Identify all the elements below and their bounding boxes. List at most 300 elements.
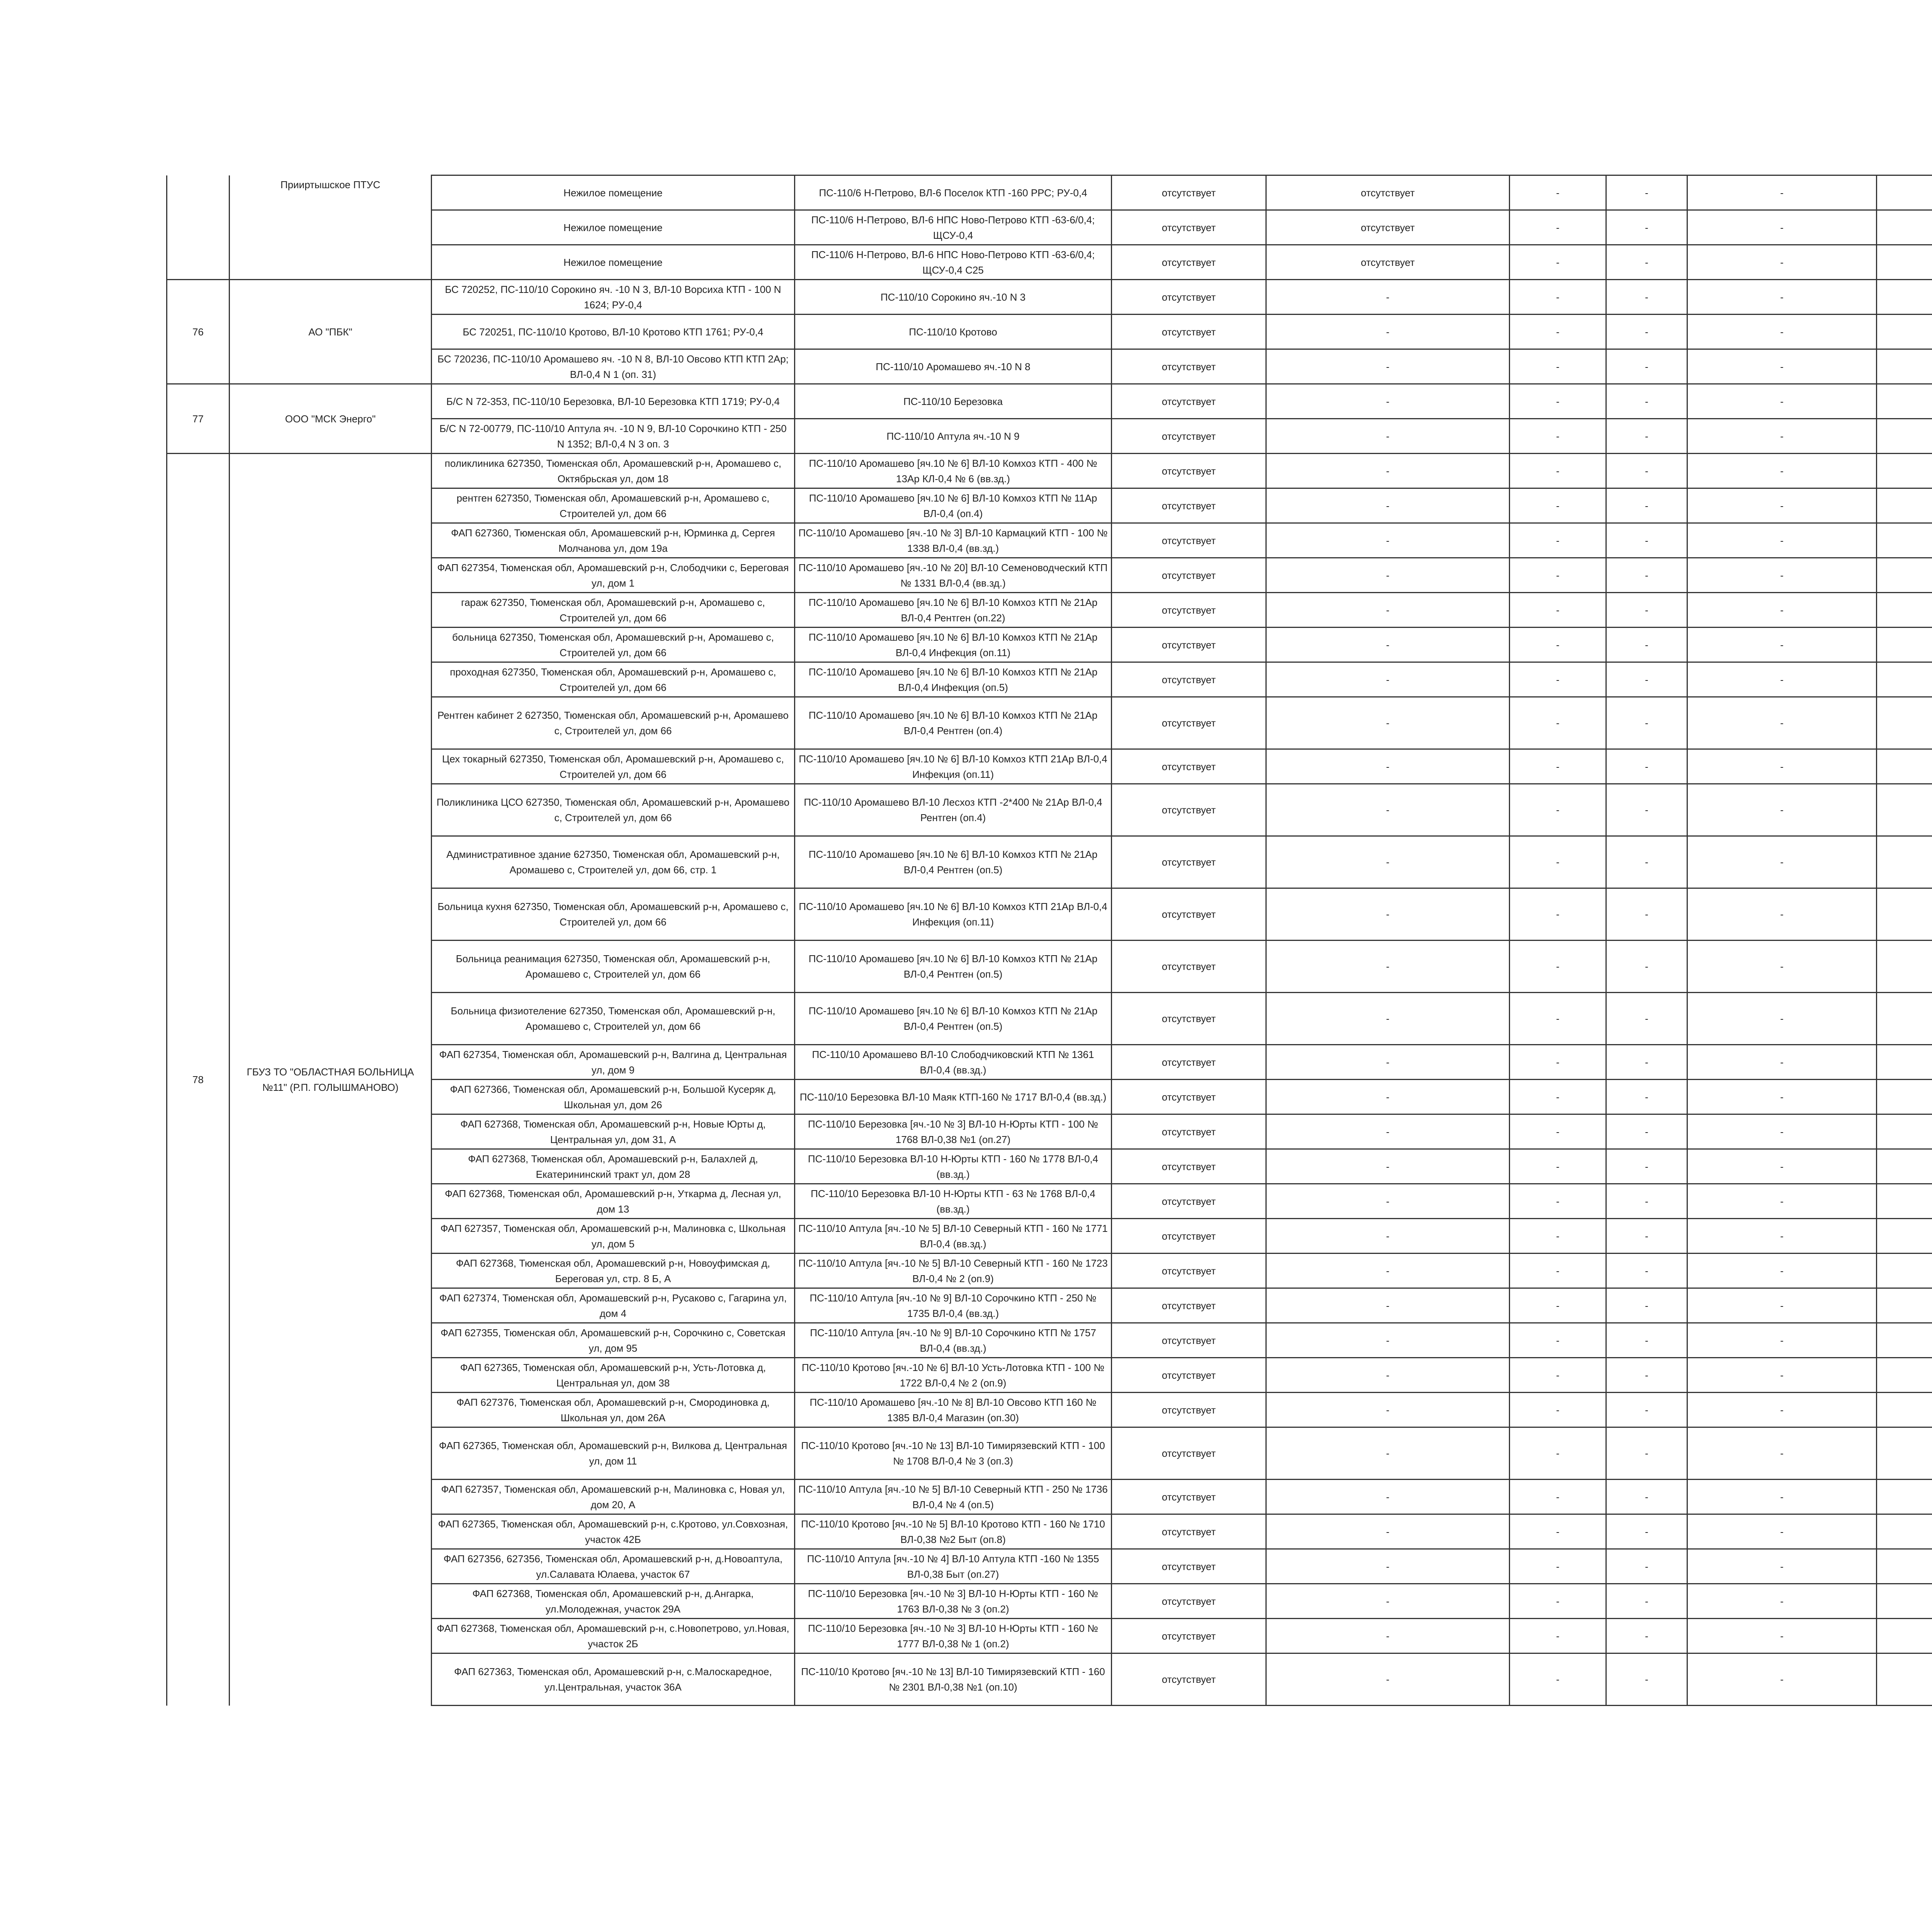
table-row xyxy=(167,1653,1932,1706)
value-cell: - xyxy=(1606,1584,1687,1619)
value-cell: - xyxy=(1687,697,1877,749)
value-cell: - xyxy=(1687,1254,1877,1288)
value-cell xyxy=(1877,1427,1932,1480)
value-cell: - xyxy=(1510,454,1606,488)
object-name-cell: ФАП 627356, 627356, Тюменская обл, Аромашевский р-н, д.Новоаптула, ул.Салавата Юлаева, участок 67 xyxy=(432,1549,795,1584)
supply-point-cell: ПС-110/6 Н-Петрово, ВЛ-6 Поселок КТП -160 РРС; РУ-0,4 xyxy=(795,175,1112,210)
status-cell-2: - xyxy=(1266,749,1510,784)
value-cell: - xyxy=(1510,836,1606,888)
value-cell xyxy=(1877,315,1932,349)
status-cell: отсутствует xyxy=(1112,1358,1266,1393)
value-cell: - xyxy=(1606,523,1687,558)
table-row xyxy=(167,280,1932,315)
value-cell xyxy=(1877,280,1932,315)
value-cell: - xyxy=(1510,1427,1606,1480)
value-cell: - xyxy=(1687,280,1877,315)
status-cell-2: - xyxy=(1266,1393,1510,1427)
value-cell: - xyxy=(1687,1393,1877,1427)
status-cell-2: - xyxy=(1266,1549,1510,1584)
value-cell xyxy=(1877,1653,1932,1706)
owner-name: Прииртышское ПТУС xyxy=(230,175,432,280)
value-cell xyxy=(1877,1619,1932,1653)
substation-table xyxy=(166,175,1932,1706)
object-name-cell: рентген 627350, Тюменская обл, Аромашевский р-н, Аромашево с, Строителей ул, дом 66 xyxy=(432,488,795,523)
table-row xyxy=(167,1323,1932,1358)
value-cell: - xyxy=(1606,1480,1687,1514)
value-cell: - xyxy=(1687,1358,1877,1393)
status-cell: отсутствует xyxy=(1112,1254,1266,1288)
status-cell: отсутствует xyxy=(1112,628,1266,662)
value-cell: - xyxy=(1606,1514,1687,1549)
value-cell xyxy=(1877,1393,1932,1427)
value-cell: - xyxy=(1606,1427,1687,1480)
object-name-cell: Больница реанимация 627350, Тюменская обл, Аромашевский р-н, Аромашево с, Строителей ул, дом 66 xyxy=(432,941,795,993)
object-name-cell: ФАП 627368, Тюменская обл, Аромашевский р-н, Уткарма д, Лесная ул, дом 13 xyxy=(432,1184,795,1219)
value-cell: - xyxy=(1606,1619,1687,1653)
supply-point-cell: ПС-110/10 Кротово [яч.-10 № 13] ВЛ-10 Тимирязевский КТП - 160 № 2301 ВЛ-0,38 №1 (оп.10) xyxy=(795,1653,1112,1706)
table-row xyxy=(167,1427,1932,1480)
object-name-cell: ФАП 627354, Тюменская обл, Аромашевский р-н, Валгина д, Центральная ул, дом 9 xyxy=(432,1045,795,1080)
table-row xyxy=(167,1149,1932,1184)
value-cell xyxy=(1877,523,1932,558)
supply-point-cell: ПС-110/6 Н-Петрово, ВЛ-6 НПС Ново-Петрово КТП -63-6/0,4; ЩСУ-0,4 С25 xyxy=(795,245,1112,280)
value-cell: - xyxy=(1606,993,1687,1045)
value-cell: - xyxy=(1510,523,1606,558)
status-cell: отсутствует xyxy=(1112,1549,1266,1584)
value-cell xyxy=(1877,1114,1932,1149)
table-row xyxy=(167,1358,1932,1393)
value-cell xyxy=(1877,593,1932,628)
status-cell: отсутствует xyxy=(1112,749,1266,784)
value-cell: - xyxy=(1606,1393,1687,1427)
status-cell-2: - xyxy=(1266,662,1510,697)
value-cell: - xyxy=(1687,593,1877,628)
value-cell xyxy=(1877,1323,1932,1358)
value-cell: - xyxy=(1606,558,1687,593)
table-row xyxy=(167,941,1932,993)
value-cell: - xyxy=(1510,1045,1606,1080)
supply-point-cell: ПС-110/10 Аромашево яч.-10 N 8 xyxy=(795,349,1112,384)
value-cell xyxy=(1877,697,1932,749)
table-row xyxy=(167,993,1932,1045)
value-cell: - xyxy=(1510,1323,1606,1358)
object-name-cell: ФАП 627354, Тюменская обл, Аромашевский р-н, Слободчики с, Береговая ул, дом 1 xyxy=(432,558,795,593)
supply-point-cell: ПС-110/10 Аптула яч.-10 N 9 xyxy=(795,419,1112,454)
value-cell: - xyxy=(1606,315,1687,349)
value-cell: - xyxy=(1510,1480,1606,1514)
value-cell: - xyxy=(1510,993,1606,1045)
table-row xyxy=(167,593,1932,628)
value-cell: - xyxy=(1687,628,1877,662)
value-cell: - xyxy=(1510,1584,1606,1619)
value-cell: - xyxy=(1510,784,1606,836)
object-name-cell: проходная 627350, Тюменская обл, Аромашевский р-н, Аромашево с, Строителей ул, дом 66 xyxy=(432,662,795,697)
value-cell: - xyxy=(1510,245,1606,280)
value-cell xyxy=(1877,1219,1932,1254)
value-cell: - xyxy=(1510,749,1606,784)
object-name-cell: ФАП 627357, Тюменская обл, Аромашевский р-н, Малиновка с, Школьная ул, дом 5 xyxy=(432,1219,795,1254)
value-cell xyxy=(1877,1584,1932,1619)
value-cell: - xyxy=(1606,1323,1687,1358)
value-cell xyxy=(1877,1254,1932,1288)
table-row xyxy=(167,488,1932,523)
value-cell: - xyxy=(1510,1114,1606,1149)
owner-name: АО "ПБК" xyxy=(230,280,432,384)
value-cell xyxy=(1877,1549,1932,1584)
supply-point-cell: ПС-110/10 Аромашево [яч.10 № 6] ВЛ-10 Комхоз КТП № 21Ар ВЛ-0,4 Рентген (оп.5) xyxy=(795,993,1112,1045)
value-cell xyxy=(1877,1149,1932,1184)
table-row xyxy=(167,210,1932,245)
value-cell: - xyxy=(1606,836,1687,888)
status-cell-2: - xyxy=(1266,558,1510,593)
value-cell: - xyxy=(1510,593,1606,628)
group-number xyxy=(167,175,230,280)
supply-point-cell: ПС-110/10 Березовка [яч.-10 № 3] ВЛ-10 Н-Юрты КТП - 100 № 1768 ВЛ-0,38 №1 (оп.27) xyxy=(795,1114,1112,1149)
status-cell-2: отсутствует xyxy=(1266,245,1510,280)
value-cell: - xyxy=(1510,888,1606,941)
supply-point-cell: ПС-110/10 Аптула [яч.-10 № 5] ВЛ-10 Северный КТП - 250 № 1736 ВЛ-0,4 № 4 (оп.5) xyxy=(795,1480,1112,1514)
status-cell: отсутствует xyxy=(1112,349,1266,384)
value-cell: - xyxy=(1606,888,1687,941)
status-cell: отсутствует xyxy=(1112,210,1266,245)
status-cell-2: - xyxy=(1266,888,1510,941)
value-cell: - xyxy=(1510,1393,1606,1427)
value-cell: - xyxy=(1687,1514,1877,1549)
object-name-cell: ФАП 627368, Тюменская обл, Аромашевский р-н, Балахлей д, Екатерининский тракт ул, дом 28 xyxy=(432,1149,795,1184)
supply-point-cell: ПС-110/10 Кротово [яч.-10 № 6] ВЛ-10 Усть-Лотовка КТП - 100 № 1722 ВЛ-0,4 № 2 (оп.9) xyxy=(795,1358,1112,1393)
value-cell: - xyxy=(1687,836,1877,888)
status-cell-2: - xyxy=(1266,454,1510,488)
status-cell: отсутствует xyxy=(1112,245,1266,280)
value-cell: - xyxy=(1606,1254,1687,1288)
supply-point-cell: ПС-110/10 Аромашево [яч.10 № 6] ВЛ-10 Комхоз КТП № 21Ар ВЛ-0,4 Инфекция (оп.5) xyxy=(795,662,1112,697)
status-cell: отсутствует xyxy=(1112,1323,1266,1358)
supply-point-cell: ПС-110/10 Аромашево [яч.10 № 6] ВЛ-10 Комхоз КТП № 11Ар ВЛ-0,4 (оп.4) xyxy=(795,488,1112,523)
value-cell xyxy=(1877,210,1932,245)
value-cell: - xyxy=(1687,1219,1877,1254)
value-cell: - xyxy=(1510,1653,1606,1706)
supply-point-cell: ПС-110/10 Аромашево [яч.-10 № 3] ВЛ-10 Кармацкий КТП - 100 № 1338 ВЛ-0,4 (вв.зд.) xyxy=(795,523,1112,558)
object-name-cell: поликлиника 627350, Тюменская обл, Аромашевский р-н, Аромашево с, Октябрьская ул, дом 18 xyxy=(432,454,795,488)
status-cell-2: - xyxy=(1266,1149,1510,1184)
status-cell-2: - xyxy=(1266,784,1510,836)
object-name-cell: Б/С N 72-00779, ПС-110/10 Аптула яч. -10 N 9, ВЛ-10 Сорочкино КТП - 250 N 1352; ВЛ-0,4 N 3 оп. 3 xyxy=(432,419,795,454)
status-cell: отсутствует xyxy=(1112,1619,1266,1653)
status-cell-2: - xyxy=(1266,993,1510,1045)
table-row xyxy=(167,1080,1932,1114)
supply-point-cell: ПС-110/10 Аромашево [яч.10 № 6] ВЛ-10 Комхоз КТП № 21Ар ВЛ-0,4 Рентген (оп.5) xyxy=(795,836,1112,888)
table-row xyxy=(167,349,1932,384)
value-cell: - xyxy=(1510,1358,1606,1393)
status-cell: отсутствует xyxy=(1112,941,1266,993)
value-cell: - xyxy=(1687,1045,1877,1080)
value-cell: - xyxy=(1606,784,1687,836)
value-cell: - xyxy=(1687,1480,1877,1514)
value-cell xyxy=(1877,349,1932,384)
value-cell: - xyxy=(1606,1080,1687,1114)
value-cell xyxy=(1877,1184,1932,1219)
table-row xyxy=(167,1480,1932,1514)
owner-name: ООО "МСК Энерго" xyxy=(230,384,432,454)
status-cell: отсутствует xyxy=(1112,454,1266,488)
status-cell-2: - xyxy=(1266,384,1510,419)
status-cell-2: - xyxy=(1266,1358,1510,1393)
status-cell-2: - xyxy=(1266,1584,1510,1619)
object-name-cell: Больница физиотеление 627350, Тюменская обл, Аромашевский р-н, Аромашево с, Строителей ул, дом 66 xyxy=(432,993,795,1045)
supply-point-cell: ПС-110/10 Аромашево ВЛ-10 Лесхоз КТП -2*400 № 21Ар ВЛ-0,4 Рентген (оп.4) xyxy=(795,784,1112,836)
object-name-cell: ФАП 627360, Тюменская обл, Аромашевский р-н, Юрминка д, Сергея Молчанова ул, дом 19а xyxy=(432,523,795,558)
object-name-cell: больница 627350, Тюменская обл, Аромашевский р-н, Аромашево с, Строителей ул, дом 66 xyxy=(432,628,795,662)
value-cell: - xyxy=(1687,1427,1877,1480)
table-row xyxy=(167,175,1932,210)
status-cell-2: - xyxy=(1266,1080,1510,1114)
value-cell: - xyxy=(1606,419,1687,454)
value-cell: - xyxy=(1510,488,1606,523)
value-cell xyxy=(1877,1358,1932,1393)
status-cell-2: - xyxy=(1266,1323,1510,1358)
value-cell: - xyxy=(1606,488,1687,523)
value-cell: - xyxy=(1687,558,1877,593)
status-cell-2: - xyxy=(1266,1254,1510,1288)
value-cell: - xyxy=(1510,941,1606,993)
status-cell-2: - xyxy=(1266,1045,1510,1080)
status-cell: отсутствует xyxy=(1112,1427,1266,1480)
object-name-cell: Нежилое помещение xyxy=(432,175,795,210)
value-cell: - xyxy=(1606,1149,1687,1184)
supply-point-cell: ПС-110/10 Аромашево [яч.10 № 6] ВЛ-10 Комхоз КТП № 21Ар ВЛ-0,4 Рентген (оп.4) xyxy=(795,697,1112,749)
table-row xyxy=(167,1114,1932,1149)
object-name-cell: ФАП 627368, Тюменская обл, Аромашевский р-н, д.Ангарка, ул.Молодежная, участок 29А xyxy=(432,1584,795,1619)
object-name-cell: ФАП 627374, Тюменская обл, Аромашевский р-н, Русаково с, Гагарина ул, дом 4 xyxy=(432,1288,795,1323)
status-cell-2: - xyxy=(1266,1288,1510,1323)
object-name-cell: ФАП 627365, Тюменская обл, Аромашевский р-н, Усть-Лотовка д, Центральная ул, дом 38 xyxy=(432,1358,795,1393)
supply-point-cell: ПС-110/6 Н-Петрово, ВЛ-6 НПС Ново-Петрово КТП -63-6/0,4; ЩСУ-0,4 xyxy=(795,210,1112,245)
table-row xyxy=(167,888,1932,941)
table-row xyxy=(167,1549,1932,1584)
supply-point-cell: ПС-110/10 Аромашево [яч.10 № 6] ВЛ-10 Комхоз КТП 21Ар ВЛ-0,4 Инфекция (оп.11) xyxy=(795,888,1112,941)
table-row xyxy=(167,1514,1932,1549)
object-name-cell: Цех токарный 627350, Тюменская обл, Аромашевский р-н, Аромашево с, Строителей ул, дом 66 xyxy=(432,749,795,784)
supply-point-cell: ПС-110/10 Березовка ВЛ-10 Н-Юрты КТП - 63 № 1768 ВЛ-0,4 (вв.зд.) xyxy=(795,1184,1112,1219)
value-cell: - xyxy=(1606,593,1687,628)
value-cell: - xyxy=(1606,697,1687,749)
table-row xyxy=(167,662,1932,697)
status-cell-2: - xyxy=(1266,628,1510,662)
status-cell: отсутствует xyxy=(1112,384,1266,419)
status-cell: отсутствует xyxy=(1112,784,1266,836)
value-cell: - xyxy=(1606,941,1687,993)
value-cell: - xyxy=(1606,662,1687,697)
object-name-cell: Рентген кабинет 2 627350, Тюменская обл, Аромашевский р-н, Аромашево с, Строителей ул, дом 66 xyxy=(432,697,795,749)
value-cell: - xyxy=(1606,384,1687,419)
group-number: 77 xyxy=(167,384,230,454)
status-cell-2: - xyxy=(1266,593,1510,628)
status-cell-2: - xyxy=(1266,1480,1510,1514)
value-cell: - xyxy=(1687,315,1877,349)
status-cell: отсутствует xyxy=(1112,280,1266,315)
table-row xyxy=(167,1288,1932,1323)
supply-point-cell: ПС-110/10 Сорокино яч.-10 N 3 xyxy=(795,280,1112,315)
value-cell: - xyxy=(1510,1080,1606,1114)
value-cell: - xyxy=(1510,349,1606,384)
value-cell: - xyxy=(1510,1219,1606,1254)
value-cell: - xyxy=(1606,454,1687,488)
status-cell-2: - xyxy=(1266,697,1510,749)
value-cell: - xyxy=(1687,210,1877,245)
value-cell: - xyxy=(1687,784,1877,836)
supply-point-cell: ПС-110/10 Кротово xyxy=(795,315,1112,349)
value-cell: - xyxy=(1510,280,1606,315)
table-row xyxy=(167,523,1932,558)
status-cell: отсутствует xyxy=(1112,1149,1266,1184)
value-cell: - xyxy=(1510,315,1606,349)
status-cell: отсутствует xyxy=(1112,1288,1266,1323)
supply-point-cell: ПС-110/10 Кротово [яч.-10 № 13] ВЛ-10 Тимирязевский КТП - 100 № 1708 ВЛ-0,4 № 3 (оп.3) xyxy=(795,1427,1112,1480)
value-cell: - xyxy=(1510,1549,1606,1584)
object-name-cell: ФАП 627376, Тюменская обл, Аромашевский р-н, Смородиновка д, Школьная ул, дом 26А xyxy=(432,1393,795,1427)
value-cell: - xyxy=(1606,1114,1687,1149)
table-row xyxy=(167,1619,1932,1653)
value-cell: - xyxy=(1606,280,1687,315)
value-cell: - xyxy=(1687,488,1877,523)
value-cell: - xyxy=(1606,175,1687,210)
value-cell xyxy=(1877,628,1932,662)
value-cell: - xyxy=(1687,941,1877,993)
value-cell: - xyxy=(1687,1080,1877,1114)
supply-point-cell: ПС-110/10 Аромашево [яч.10 № 6] ВЛ-10 Комхоз КТП № 21Ар ВЛ-0,4 Инфекция (оп.11) xyxy=(795,628,1112,662)
supply-point-cell: ПС-110/10 Аптула [яч.-10 № 9] ВЛ-10 Сорочкино КТП № 1757 ВЛ-0,4 (вв.зд.) xyxy=(795,1323,1112,1358)
group-number: 76 xyxy=(167,280,230,384)
value-cell: - xyxy=(1606,1653,1687,1706)
object-name-cell: Больница кухня 627350, Тюменская обл, Аромашевский р-н, Аромашево с, Строителей ул, дом 66 xyxy=(432,888,795,941)
status-cell-2: - xyxy=(1266,1219,1510,1254)
status-cell: отсутствует xyxy=(1112,697,1266,749)
status-cell: отсутствует xyxy=(1112,888,1266,941)
supply-point-cell: ПС-110/10 Березовка ВЛ-10 Н-Юрты КТП - 160 № 1778 ВЛ-0,4 (вв.зд.) xyxy=(795,1149,1112,1184)
value-cell: - xyxy=(1687,993,1877,1045)
object-name-cell: ФАП 627357, Тюменская обл, Аромашевский р-н, Малиновка с, Новая ул, дом 20, А xyxy=(432,1480,795,1514)
status-cell-2: - xyxy=(1266,1184,1510,1219)
object-name-cell: Поликлиника ЦСО 627350, Тюменская обл, Аромашевский р-н, Аромашево с, Строителей ул, дом 66 xyxy=(432,784,795,836)
object-name-cell: БС 720251, ПС-110/10 Кротово, ВЛ-10 Кротово КТП 1761; РУ-0,4 xyxy=(432,315,795,349)
status-cell: отсутствует xyxy=(1112,488,1266,523)
value-cell: - xyxy=(1687,749,1877,784)
value-cell: - xyxy=(1687,1288,1877,1323)
supply-point-cell: ПС-110/10 Кротово [яч.-10 № 5] ВЛ-10 Кротово КТП - 160 № 1710 ВЛ-0,38 №2 Быт (оп.8) xyxy=(795,1514,1112,1549)
value-cell xyxy=(1877,175,1932,210)
value-cell: - xyxy=(1687,888,1877,941)
object-name-cell: ФАП 627368, Тюменская обл, Аромашевский р-н, с.Новопетрово, ул.Новая, участок 2Б xyxy=(432,1619,795,1653)
object-name-cell: ФАП 627365, Тюменская обл, Аромашевский р-н, Вилкова д, Центральная ул, дом 11 xyxy=(432,1427,795,1480)
value-cell: - xyxy=(1606,628,1687,662)
value-cell: - xyxy=(1687,384,1877,419)
object-name-cell: Нежилое помещение xyxy=(432,210,795,245)
status-cell: отсутствует xyxy=(1112,1045,1266,1080)
status-cell-2: отсутствует xyxy=(1266,175,1510,210)
value-cell: - xyxy=(1687,1323,1877,1358)
value-cell: - xyxy=(1606,1549,1687,1584)
table-row xyxy=(167,749,1932,784)
value-cell xyxy=(1877,888,1932,941)
status-cell: отсутствует xyxy=(1112,175,1266,210)
object-name-cell: ФАП 627363, Тюменская обл, Аромашевский р-н, с.Малоскаредное, ул.Центральная, участок 36А xyxy=(432,1653,795,1706)
value-cell: - xyxy=(1606,349,1687,384)
status-cell-2: - xyxy=(1266,349,1510,384)
value-cell xyxy=(1877,245,1932,280)
status-cell: отсутствует xyxy=(1112,558,1266,593)
status-cell-2: отсутствует xyxy=(1266,210,1510,245)
object-name-cell: гараж 627350, Тюменская обл, Аромашевский р-н, Аромашево с, Строителей ул, дом 66 xyxy=(432,593,795,628)
status-cell-2: - xyxy=(1266,1653,1510,1706)
table-row xyxy=(167,784,1932,836)
value-cell xyxy=(1877,993,1932,1045)
table-row xyxy=(167,1393,1932,1427)
status-cell: отсутствует xyxy=(1112,1184,1266,1219)
status-cell-2: - xyxy=(1266,280,1510,315)
value-cell xyxy=(1877,836,1932,888)
value-cell xyxy=(1877,941,1932,993)
value-cell xyxy=(1877,384,1932,419)
value-cell: - xyxy=(1510,1184,1606,1219)
object-name-cell: Нежилое помещение xyxy=(432,245,795,280)
value-cell xyxy=(1877,1045,1932,1080)
value-cell: - xyxy=(1510,662,1606,697)
supply-point-cell: ПС-110/10 Аромашево [яч.-10 № 20] ВЛ-10 Семеноводческий КТП № 1331 ВЛ-0,4 (вв.зд.) xyxy=(795,558,1112,593)
status-cell: отсутствует xyxy=(1112,1219,1266,1254)
supply-point-cell: ПС-110/10 Аромашево [яч.10 № 6] ВЛ-10 Комхоз КТП 21Ар ВЛ-0,4 Инфекция (оп.11) xyxy=(795,749,1112,784)
table-row xyxy=(167,454,1932,488)
value-cell: - xyxy=(1510,210,1606,245)
status-cell: отсутствует xyxy=(1112,1080,1266,1114)
supply-point-cell: ПС-110/10 Аптула [яч.-10 № 9] ВЛ-10 Сорочкино КТП - 250 № 1735 ВЛ-0,4 (вв.зд.) xyxy=(795,1288,1112,1323)
value-cell: - xyxy=(1687,662,1877,697)
value-cell: - xyxy=(1510,1288,1606,1323)
value-cell xyxy=(1877,1514,1932,1549)
value-cell xyxy=(1877,1080,1932,1114)
supply-point-cell: ПС-110/10 Березовка ВЛ-10 Маяк КТП-160 № 1717 ВЛ-0,4 (вв.зд.) xyxy=(795,1080,1112,1114)
supply-point-cell: ПС-110/10 Аптула [яч.-10 № 4] ВЛ-10 Аптула КТП -160 № 1355 ВЛ-0,38 Быт (оп.27) xyxy=(795,1549,1112,1584)
status-cell: отсутствует xyxy=(1112,315,1266,349)
value-cell: - xyxy=(1687,1114,1877,1149)
value-cell: - xyxy=(1687,175,1877,210)
value-cell xyxy=(1877,1288,1932,1323)
value-cell: - xyxy=(1687,1549,1877,1584)
value-cell xyxy=(1877,454,1932,488)
status-cell: отсутствует xyxy=(1112,836,1266,888)
value-cell: - xyxy=(1606,1219,1687,1254)
value-cell: - xyxy=(1687,1653,1877,1706)
value-cell xyxy=(1877,784,1932,836)
value-cell: - xyxy=(1687,1619,1877,1653)
status-cell-2: - xyxy=(1266,419,1510,454)
value-cell: - xyxy=(1510,697,1606,749)
value-cell: - xyxy=(1687,454,1877,488)
supply-point-cell: ПС-110/10 Березовка [яч.-10 № 3] ВЛ-10 Н-Юрты КТП - 160 № 1777 ВЛ-0,38 № 1 (оп.2) xyxy=(795,1619,1112,1653)
value-cell: - xyxy=(1510,558,1606,593)
object-name-cell: БС 720236, ПС-110/10 Аромашево яч. -10 N 8, ВЛ-10 Овсово КТП КТП 2Ар; ВЛ-0,4 N 1 (оп. 31) xyxy=(432,349,795,384)
value-cell: - xyxy=(1687,1584,1877,1619)
object-name-cell: ФАП 627355, Тюменская обл, Аромашевский р-н, Сорочкино с, Советская ул, дом 95 xyxy=(432,1323,795,1358)
value-cell: - xyxy=(1510,1254,1606,1288)
supply-point-cell: ПС-110/10 Аромашево [яч.10 № 6] ВЛ-10 Комхоз КТП № 21Ар ВЛ-0,4 Рентген (оп.22) xyxy=(795,593,1112,628)
value-cell xyxy=(1877,1480,1932,1514)
value-cell: - xyxy=(1606,1358,1687,1393)
status-cell: отсутствует xyxy=(1112,419,1266,454)
supply-point-cell: ПС-110/10 Аромашево [яч.10 № 6] ВЛ-10 Комхоз КТП № 21Ар ВЛ-0,4 Рентген (оп.5) xyxy=(795,941,1112,993)
value-cell: - xyxy=(1510,419,1606,454)
supply-point-cell: ПС-110/10 Березовка [яч.-10 № 3] ВЛ-10 Н-Юрты КТП - 160 № 1763 ВЛ-0,38 № 3 (оп.2) xyxy=(795,1584,1112,1619)
status-cell: отсутствует xyxy=(1112,593,1266,628)
